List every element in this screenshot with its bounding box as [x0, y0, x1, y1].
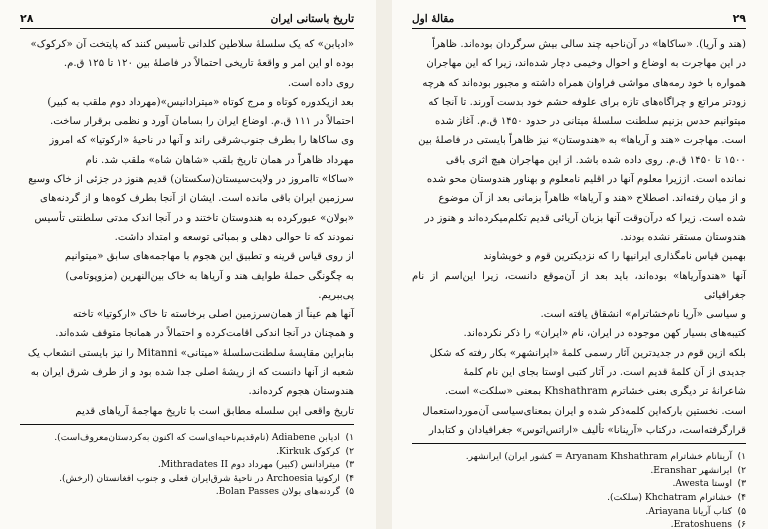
left-footnotes — [20, 431, 354, 499]
footnote-text: اوستا Awesta. — [672, 478, 732, 490]
footnote-text: ایرانشهر Eranshar. — [650, 464, 732, 476]
footnote — [412, 491, 746, 505]
text-line: وی ساکاها را بطرف جنوب‌شرقی راند و آنها در ناحیهٔ «ارکوتیا» که امروز — [49, 135, 354, 147]
footnote-number: ۵) — [345, 486, 354, 498]
text-line: نمودند که تا حوالی دهلی و بمبائی توسعه و امتداد داشت. — [114, 231, 354, 243]
text-line: همواره با خود رمه‌های مواشی فراوان همراه داشته و مجبور بوده‌اند که هرچه — [422, 77, 746, 89]
text-line: شعبه از آنها دانست که از ریشهٔ اصلی جدا شده بود و از طرف شرق ایران به — [30, 367, 354, 379]
text-line: بلکه ازین قوم در جدیدترین آثار رسمی کلمهٔ «ایرانشهر» بکار رفته‌ که شکل — [429, 347, 746, 359]
book-gutter — [376, 0, 392, 529]
right-footnote-rule — [412, 443, 746, 444]
right-footnotes — [412, 450, 746, 529]
footnote-number: ۲) — [737, 464, 746, 476]
left-page — [0, 0, 376, 529]
right-page-header — [412, 12, 746, 29]
text-line: بوده‌ او این امر و واقعهٔ تاریخی احتمالاً در فاصلهٔ بین ۱۲۰ تا ۱۲۵ ق.م. — [63, 58, 354, 70]
footnote — [20, 431, 354, 445]
text-line: سرزمین ایران باقی مانده است. ایشان از آنجا بطرف کوه‌ها و از گردنه‌های — [40, 193, 354, 205]
footnote — [412, 477, 746, 491]
footnote-text: ارکوتیا Archoesia در ناحیهٔ شرق‌ایران فعلی و جنوب افغانستان (ارخش). — [59, 472, 340, 484]
right-page-body — [412, 35, 746, 440]
left-page-header — [20, 12, 354, 29]
text-line: است. مهاجرت «هند و آریاها» به «هندوستان» نیز ظاهراً بایستی در فاصلهٔ بین — [418, 135, 746, 147]
text-line: مهرداد ظاهراً در همان تاریخ بلقب «شاهان شاه» ملقب شد. نام — [85, 154, 354, 166]
text-line: زودتر مراتع و چراگاه‌های تازه برای علوفه حشم خود بدست آورند. تا آنجا که — [428, 96, 746, 108]
text-line: و سیاسی «آریا نام‌خشاترام» انشقاق یافته است. — [540, 309, 746, 321]
left-page-body — [20, 35, 354, 421]
footnote-number: ۵) — [737, 505, 746, 517]
text-line: میتوانیم حدس بزنیم سلطنت سلسلهٔ میتانی در حدود ۱۴۵۰ ق.م. آغاز شده — [435, 116, 746, 128]
footnote-text: گردنه‌های بولان Bolan Passes. — [215, 486, 340, 498]
text-line: احتمالاً در ۱۱۱ ق.م. اوضاع ایران را بسامان آورد و نظمی برقرار ساخت. — [49, 116, 354, 128]
text-line: به چگونگی حملهٔ طوایف هند و آریاها به خاک بین‌النهرین (مزوپوتامی) — [65, 270, 354, 282]
text-line: «بولان» عبورکرده‌ به هندوستان تاختند و در آنجا اندک مدتی سلطنتی تأسیس — [34, 212, 354, 224]
footnote-text: میترادانس (کبیر) مهرداد دوم Mithradates II. — [157, 459, 340, 471]
left-footnote-rule — [20, 424, 354, 425]
text-line: بعد ازیکدوره‌ کوتاه‌ و مرج کوتاه «میترادانیس»(مهرداد دوم ملقب به کبیر) — [47, 96, 354, 108]
right-page-number: ۲۹ — [732, 12, 746, 25]
right-running-head: مقالهٔ اول — [412, 13, 455, 25]
text-line: پی‌ببریم. — [318, 289, 354, 301]
footnote — [412, 464, 746, 478]
footnote-number: ۲) — [345, 445, 354, 457]
footnote — [20, 458, 354, 472]
footnote-text: کرکوک Kirkuk. — [276, 445, 340, 457]
footnote — [412, 505, 746, 519]
text-line: قرارگرفته‌است، درکتاب «آرینانا» تألیف «اراتس‌اتوس» جغرافیادان و کتابدار — [428, 424, 746, 436]
text-line: و از میان رفته‌اند. اصطلاح «هند و آریاها» ظاهراً بزمانی بعد از آن موضوع — [438, 193, 746, 205]
text-line: آنها «هندوآریاها» بوده‌اند، باید بعد از آن‌موقع دانست، زیرا این‌اسم از نام جغرافیائی — [412, 270, 746, 301]
text-line: و همچنان در آنجا اندکی اقامت‌کرده و احتمالاً در همانجا متوقف شده‌اند. — [55, 328, 354, 340]
text-line: است. نخستین‌ بارکه‌این‌ کلمه‌ذکر شده و ایران بمعنای‌سیاسی آن‌مورداستعمال — [422, 405, 746, 417]
text-line: هندوستان مستقر نشده بودند. — [620, 231, 746, 243]
footnote-number: ۳) — [345, 459, 354, 471]
left-page-number: ۲۸ — [20, 12, 34, 25]
footnote — [20, 485, 354, 499]
text-line: هندوستان هجوم کرده‌اند. — [248, 386, 354, 398]
text-line: ۱۵۰۰ تا ۱۴۵۰ ق.م. روی داده شده باشد. از این مهاجران هیچ اثری باقی — [445, 154, 746, 166]
left-running-head: تاریخ باستانی ایران — [270, 13, 354, 25]
right-page — [392, 0, 768, 529]
footnote — [412, 518, 746, 529]
footnote-text: آرینانام خشاترام Aryanam Khshathram = کشور ایران) ایرانشهر. — [465, 451, 732, 463]
text-line: شده است. زیرا که درآن‌وقت آنها بزبان آریائی قدیم تکلم‌میکرده‌اند و هنوز در — [424, 212, 746, 224]
text-line: «ساکا» تاامروز در ولایت‌سیستان(سکستان) قدیم هنوز در جزئی از خاک وسیع — [28, 174, 354, 186]
footnote-number: ۴) — [737, 492, 746, 504]
footnote-number: ۶) — [737, 519, 746, 529]
text-line: در این مهاجرت به اوضاع و احوال وخیمی دچار شده‌اند، زیرا که این مهاجران — [426, 58, 746, 70]
text-line: «ادیابن» که یک سلسلهٔ سلاطین کلدانی تأسیس کنند که پایتخت آن «کرکوک» — [30, 39, 354, 50]
footnote-number: ۱) — [737, 451, 746, 463]
text-line: نمانده است. اززیرا معلوم آنها در اقلیم نامعلوم و بهناور هندوستان محو شده — [426, 174, 746, 186]
footnote-number: ۳) — [737, 478, 746, 490]
text-line: از روی قیاس قرینه و تطبیق این هجوم با مهاجمه‌های سابق «میتوانیم — [64, 251, 354, 263]
footnote-text: ادیابن Adiabene (نام‌قدیم‌ناحیه‌ای‌است که اکنون به‌کردستان‌معروف‌است). — [54, 431, 340, 443]
footnote-text: Eratoshuens. — [670, 519, 732, 529]
footnote-number: ۴) — [345, 472, 354, 484]
footnote — [412, 450, 746, 464]
text-line: شاعرانهٔ‌ تر دیگری‌ بعنی‌ خشاترم Khshathram بمعنی «سلکت» است. — [444, 386, 746, 398]
footnote-text: خشاترام Khchatram (سلکت). — [607, 492, 732, 504]
text-line: آنها هم عیناً از همان‌سرزمین اصلی برخاسته تا خاک «ارکوتیا» تاخته — [72, 309, 354, 321]
text-line: جدیدی از آن کلمهٔ قدیم است. در آثار کتبی اوستا بجای این نام کلمهٔ — [463, 367, 746, 379]
text-line: بنابراین مقایسهٔ سلطنت‌سلسلهٔ «میتانی» Mitanni را نیز بایستی انشعاب یک — [27, 347, 354, 359]
footnote-text: کتاب آریانا Ariayana. — [645, 505, 732, 517]
footnote — [20, 472, 354, 486]
text-line: (هند و آریا). «ساکاها» در آن‌ناحیه چند سالی بیش سرگردان بوده‌اند. ظاهراً — [432, 39, 746, 50]
footnote — [20, 445, 354, 459]
footnote-number: ۱) — [345, 431, 354, 443]
text-line: بهمین قیاس نامگذاری ایرانیها را که نزدیکترین قوم و خویشاوند — [483, 251, 746, 263]
text-line: تاریخ واقعی این سلسله مطابق است با تاریخ مهاجمهٔ آریاهای قدیم — [75, 405, 354, 417]
text-line: کتیبه‌های بسیار کهن موجوده در ایران، نام «ایران» را ذکر نکرده‌اند. — [463, 328, 746, 340]
text-line: روی داده است. — [287, 77, 354, 89]
